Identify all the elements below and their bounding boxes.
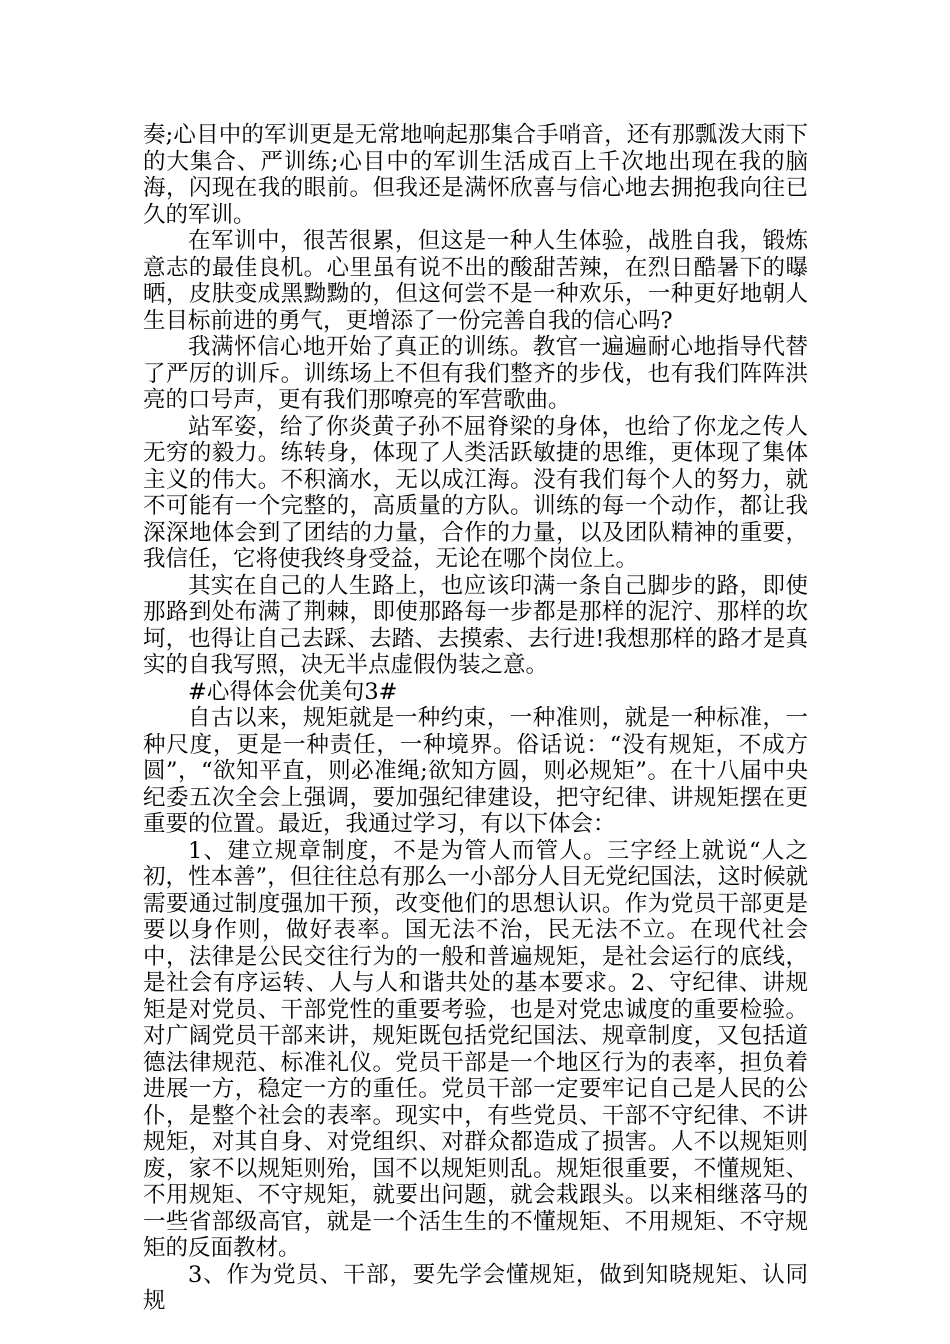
paragraph: 在军训中，很苦很累，但这是一种人生体验，战胜自我，锻炼意志的最佳良机。心里虽有说不出的酸甜苦辣，在烈日酷暑下的曝晒，皮肤变成黑黝黝的，但这何尝不是一种欢乐，一种更好地朝人生目标前进的勇气，更增添了一份完善自我的信心吗?: [143, 228, 808, 334]
paragraph: 奏;心目中的军训更是无常地响起那集合手哨音，还有那瓢泼大雨下的大集合、严训练;心目中的军训生活成百上千次地出现在我的脑海，闪现在我的眼前。但我还是满怀欣喜与信心地去拥抱我向往已久的军训。: [143, 122, 808, 228]
paragraph: 站军姿，给了你炎黄子孙不屈脊梁的身体，也给了你龙之传人无穷的毅力。练转身，体现了人类活跃敏捷的思维，更体现了集体主义的伟大。不积滴水，无以成江海。没有我们每个人的努力，就不可能有一个完整的，高质量的方队。训练的每一个动作，都让我深深地体会到了团结的力量，合作的力量，以及团队精神的重要，我信任，它将使我终身受益，无论在哪个岗位上。: [143, 413, 808, 572]
paragraph: 自古以来，规矩就是一种约束，一种准则，就是一种标准，一种尺度，更是一种责任，一种境界。俗话说：“没有规矩，不成方圆”，“欲知平直，则必准绳;欲知方圆，则必规矩”。在十八届中央纪委五次全会上强调，要加强纪律建设，把守纪律、讲规矩摆在更重要的位置。最近，我通过学习，有以下体会：: [143, 705, 808, 837]
paragraph: 其实在自己的人生路上，也应该印满一条自己脚步的路，即使那路到处布满了荆棘，即使那路每一步都是那样的泥泞、那样的坎坷，也得让自己去踩、去踏、去摸索、去行进!我想那样的路才是真实的自我写照，决无半点虚假伪装之意。: [143, 572, 808, 678]
section-heading: #心得体会优美句3#: [188, 678, 398, 705]
paragraph: 1、建立规章制度，不是为管人而管人。三字经上就说“人之初，性本善”，但往往总有那么一小部分人目无党纪国法，这时候就需要通过制度强加干预，改变他们的思想认识。作为党员干部更是要以身作则，做好表率。国无法不治，民无法不立。在现代社会中，法律是公民交往行为的一般和普遍规矩，是社会运行的底线，是社会有序运转、人与人和谐共处的基本要求。2、守纪律、讲规矩是对党员、干部党性的重要考验，也是对党忠诚度的重要检验。对广阔党员干部来讲，规矩既包括党纪国法、规章制度，又包括道德法律规范、标准礼仪。党员干部是一个地区行为的表率，担负着进展一方，稳定一方的重任。党员干部一定要牢记自己是人民的公仆，是整个社会的表率。现实中，有些党员、干部不守纪律、不讲规矩，对其自身、对党组织、对群众都造成了损害。人不以规矩则废，家不以规矩则殆，国不以规矩则乱。规矩很重要，不懂规矩、不用规矩、不守规矩，就要出问题，就会栽跟头。以来相继落马的一些省部级高官，就是一个活生生的不懂规矩、不用规矩、不守规矩的反面教材。: [143, 837, 808, 1261]
paragraph: 我满怀信心地开始了真正的训练。教官一遍遍耐心地指导代替了严厉的训斥。训练场上不但有我们整齐的步伐，也有我们阵阵洪亮的口号声，更有我们那嘹亮的军营歌曲。: [143, 334, 808, 413]
paragraph: 3、作为党员、干部，要先学会懂规矩，做到知晓规矩、认同规: [143, 1261, 808, 1314]
document-body: [143, 122, 808, 1315]
